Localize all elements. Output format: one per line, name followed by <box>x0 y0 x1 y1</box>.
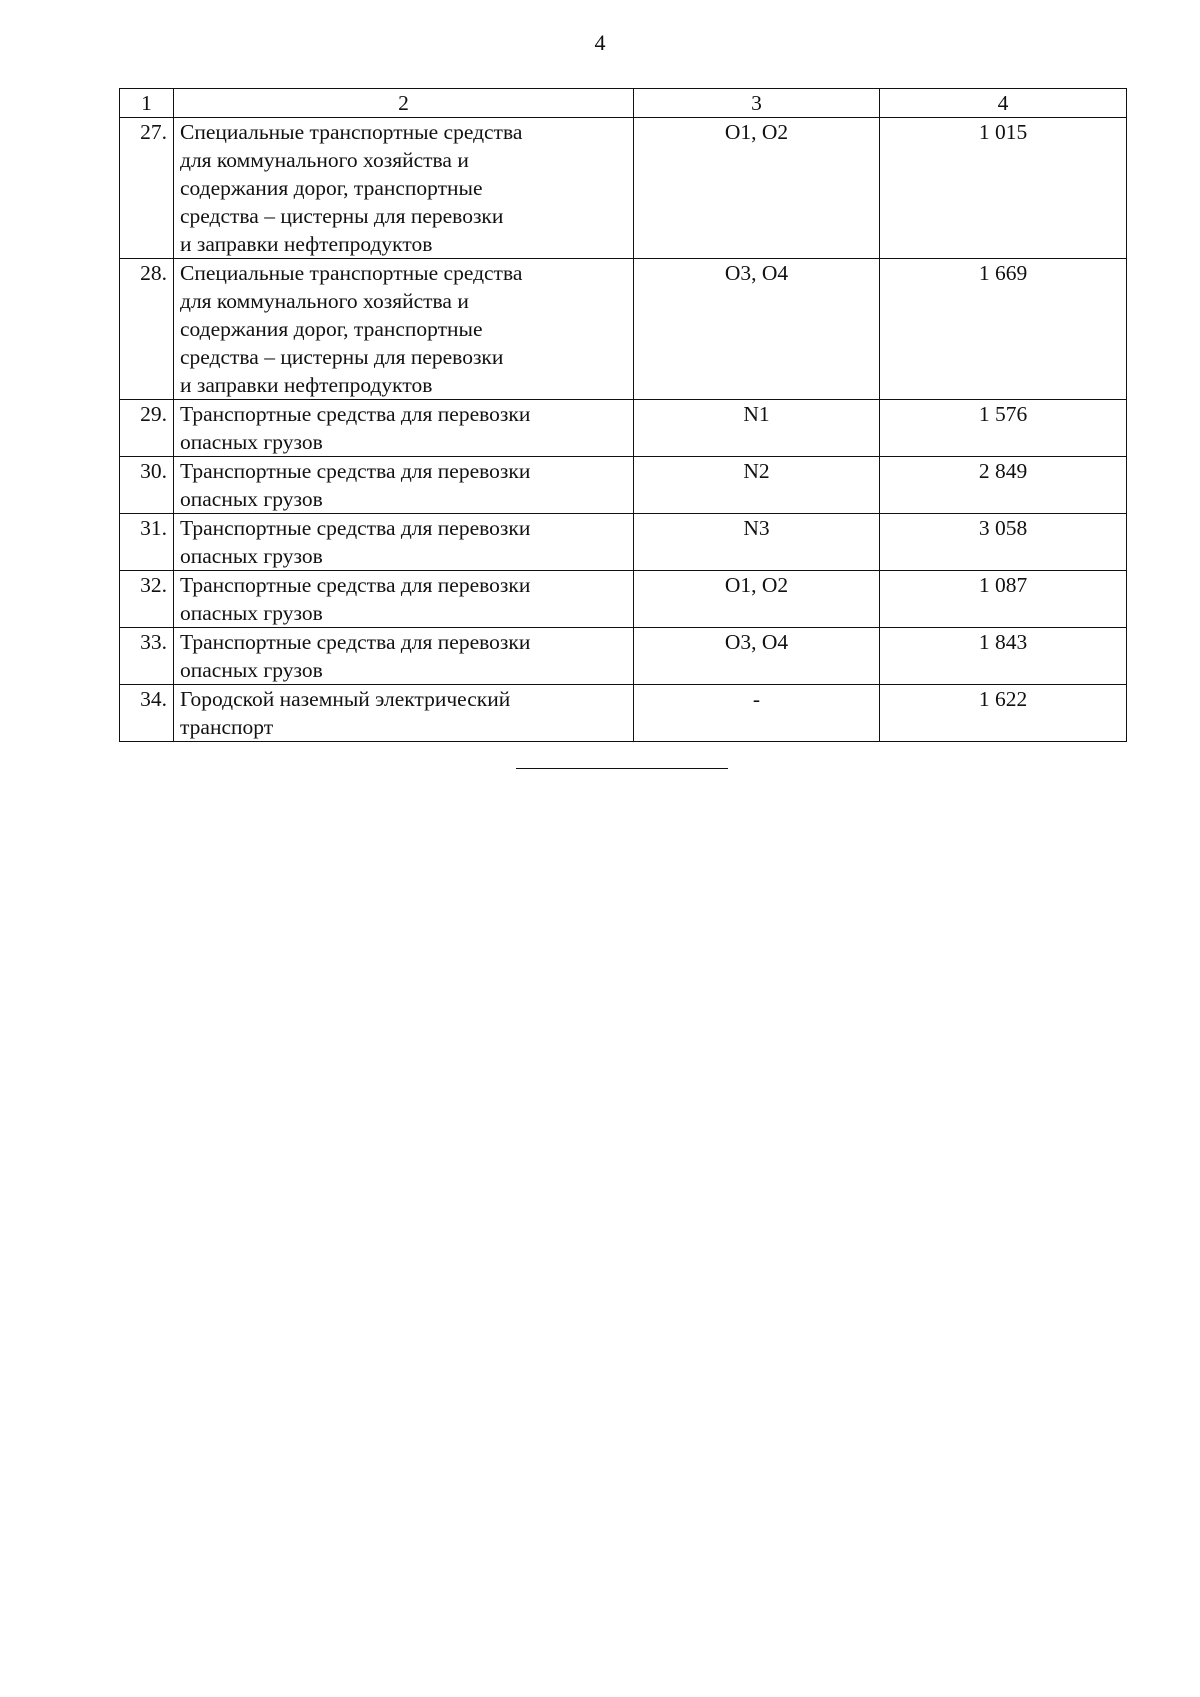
vehicle-category: O3, O4 <box>634 259 880 400</box>
vehicle-category: N1 <box>634 400 880 457</box>
fee-value: 1 622 <box>880 685 1127 742</box>
description-line: опасных грузов <box>180 601 323 625</box>
row-number: 30. <box>120 457 174 514</box>
table-row <box>120 457 1127 514</box>
vehicle-category: O1, O2 <box>634 118 880 259</box>
description-line: Транспортные средства для перевозки <box>180 573 531 597</box>
vehicle-description <box>174 457 634 514</box>
fee-value: 1 843 <box>880 628 1127 685</box>
vehicle-description <box>174 118 634 259</box>
description-line: опасных грузов <box>180 658 323 682</box>
vehicle-category: O1, O2 <box>634 571 880 628</box>
description-line: средства – цистерны для перевозки <box>180 204 504 228</box>
row-number: 32. <box>120 571 174 628</box>
fee-value: 3 058 <box>880 514 1127 571</box>
closing-rule <box>516 768 728 769</box>
table-body <box>120 89 1127 742</box>
table-row <box>120 571 1127 628</box>
fee-value: 2 849 <box>880 457 1127 514</box>
description-line: Специальные транспортные средства <box>180 261 523 285</box>
description-line: опасных грузов <box>180 544 323 568</box>
fee-value: 1 669 <box>880 259 1127 400</box>
table-row <box>120 685 1127 742</box>
description-line: Городской наземный электрический <box>180 687 511 711</box>
vehicle-category: O3, O4 <box>634 628 880 685</box>
vehicle-category: N2 <box>634 457 880 514</box>
description-line: Транспортные средства для перевозки <box>180 402 531 426</box>
description-line: содержания дорог, транспортные <box>180 176 483 200</box>
row-number: 27. <box>120 118 174 259</box>
table-row <box>120 400 1127 457</box>
column-number-3: 3 <box>634 89 880 118</box>
row-number: 28. <box>120 259 174 400</box>
description-line: для коммунального хозяйства и <box>180 148 469 172</box>
description-line: для коммунального хозяйства и <box>180 289 469 313</box>
fee-value: 1 576 <box>880 400 1127 457</box>
description-line: содержания дорог, транспортные <box>180 317 483 341</box>
description-line: Транспортные средства для перевозки <box>180 516 531 540</box>
row-number: 33. <box>120 628 174 685</box>
table-row <box>120 259 1127 400</box>
row-number: 31. <box>120 514 174 571</box>
vehicle-category: - <box>634 685 880 742</box>
row-number: 29. <box>120 400 174 457</box>
column-number-2: 2 <box>174 89 634 118</box>
fee-value: 1 087 <box>880 571 1127 628</box>
vehicle-description <box>174 571 634 628</box>
page-number: 4 <box>594 30 606 55</box>
fee-value: 1 015 <box>880 118 1127 259</box>
vehicle-description <box>174 400 634 457</box>
vehicle-description <box>174 514 634 571</box>
description-line: транспорт <box>180 715 274 739</box>
table-row <box>120 118 1127 259</box>
vehicle-description <box>174 685 634 742</box>
column-number-4: 4 <box>880 89 1127 118</box>
description-line: Специальные транспортные средства <box>180 120 523 144</box>
description-line: и заправки нефтепродуктов <box>180 373 433 397</box>
description-line: опасных грузов <box>180 430 323 454</box>
vehicle-description <box>174 259 634 400</box>
description-line: опасных грузов <box>180 487 323 511</box>
vehicle-category: N3 <box>634 514 880 571</box>
column-number-row <box>120 89 1127 118</box>
table-row <box>120 628 1127 685</box>
description-line: Транспортные средства для перевозки <box>180 459 531 483</box>
vehicle-fee-table <box>119 88 1127 742</box>
row-number: 34. <box>120 685 174 742</box>
description-line: Транспортные средства для перевозки <box>180 630 531 654</box>
description-line: и заправки нефтепродуктов <box>180 232 433 256</box>
table-row <box>120 514 1127 571</box>
description-line: средства – цистерны для перевозки <box>180 345 504 369</box>
vehicle-description <box>174 628 634 685</box>
column-number-1: 1 <box>120 89 174 118</box>
